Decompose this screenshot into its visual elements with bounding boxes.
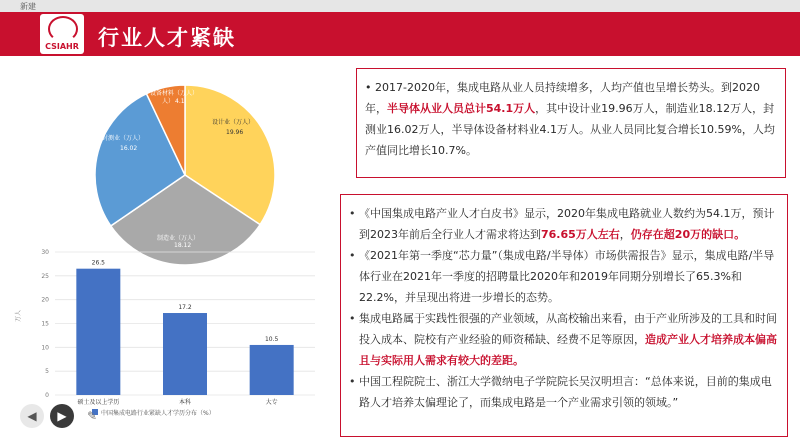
bar-value-label: 10.5 <box>264 335 279 343</box>
bar-chart <box>41 249 315 406</box>
bar-ytick-label: 0 <box>45 392 49 399</box>
detail-1-highlight-b: 仍存在超20万的缺口。 <box>630 228 746 241</box>
detail-2: 《2021年第一季度“芯力量”（集成电路/半导体）市场供需报告》显示，集成电路/半导体行业在2021年一季度的招聘量比2020年和2019年同期分别增长了65.3%和22.2%，并呈现出将进一步增长的态势。 <box>359 249 775 304</box>
pie-label-equip: 设备材料（万人） <box>150 90 199 97</box>
summary-text: • 2017-2020年，集成电路从业人员持续增多，人均产值也呈增长势头。到2020年，半导体从业人员总计54.1万人，其中设计业19.96万人，制造业18.12万人，封测业16.02万人，半导体设备材料业4.1万人。从业人员同比复合增长10.59%，人均产值同比增长10.7%。 <box>365 81 775 157</box>
bar-0 <box>76 269 120 395</box>
bar-ytick-label: 10 <box>41 344 49 352</box>
bar-category-label: 硕士及以上学历 <box>77 399 120 406</box>
list-item <box>349 371 779 413</box>
pen-icon[interactable]: ✎ <box>86 409 98 423</box>
bar-category-label: 本科 <box>178 399 192 406</box>
bar-1 <box>163 313 207 395</box>
logo-text: CSIAHR <box>45 42 79 51</box>
pie-label-manu-value: 18.12 <box>174 242 192 249</box>
bar-ytick-label: 25 <box>41 272 49 280</box>
page-title: 行业人才紧缺 <box>98 26 236 50</box>
bar-ytick-label: 30 <box>41 249 49 256</box>
bar-2 <box>250 345 294 395</box>
detail-3-highlight: 造成产业人才培养成本偏高且与实际用人需求有较大的差距。 <box>359 333 777 367</box>
detail-1a: 《中国集成电路产业人才白皮书》显示，2020年集成电路就业人数约为54.1万，预计到2023年前后全行业人才需求将达到 <box>359 207 775 241</box>
bar-ytick-label: 15 <box>41 320 49 328</box>
detail-4: 中国工程院院士、浙江大学微纳电子学院院长吴汉明坦言：“总体来说，目前的集成电路人才培养太偏理论了，而集成电路是一个产业需求引领的领域。” <box>359 375 772 409</box>
prev-slide-button[interactable]: ◀ <box>20 404 44 428</box>
bar-ytick-label: 20 <box>41 296 49 304</box>
details-box <box>340 194 788 437</box>
bar-ylabel: 万人 <box>15 309 22 322</box>
detail-1-highlight-a: 76.65万人左右 <box>541 228 620 241</box>
list-item <box>349 308 779 371</box>
pie-label-manu: 制造业（万人） <box>157 235 200 242</box>
bar-ytick-label: 5 <box>45 368 49 376</box>
window-tab-label: 新建 <box>20 2 36 11</box>
detail-3a: 集成电路属于实践性很强的产业领域，从高校输出来看，由于产业所涉及的工具和时间投入成本、院校有产业经验的师资稀缺、经费不足等原因， <box>359 312 777 346</box>
list-item <box>349 203 779 245</box>
pie-label-design: 设计业（万人） <box>212 119 255 126</box>
bar-value-label: 26.5 <box>91 259 106 267</box>
summary-highlight: 半导体从业人员总计54.1万人 <box>387 102 536 115</box>
detail-1c: ， <box>619 228 631 241</box>
bar-legend-label: 中国集成电路行业紧缺人才学历分布（%） <box>101 410 215 417</box>
bar-value-label: 17.2 <box>178 304 192 312</box>
summary-text-2: ，其中设计业19.96万人，制造业18.12万人，封测业16.02万人，半导体设备材料业4.1万人。从业人员同比复合增长10.59%，人均产值同比增长10.7%。 <box>365 102 775 157</box>
summary-box <box>356 68 786 178</box>
pie-label-equip-2: 人） <box>162 98 175 105</box>
next-slide-button[interactable]: ▶ <box>50 404 74 428</box>
pie-label-pkg-value: 16.02 <box>120 145 138 152</box>
pie-label-pkg: 封测业（万人） <box>102 135 145 142</box>
list-item <box>349 245 779 308</box>
summary-text-1: 2017-2020年，集成电路从业人员持续增多，人均产值也呈增长势头。到2020年， <box>365 81 760 115</box>
bar-category-label: 大专 <box>265 399 278 406</box>
pie-label-design-value: 19.96 <box>226 129 244 136</box>
pie-label-equip-value: 4.1 <box>175 98 185 105</box>
details-list <box>349 203 779 413</box>
